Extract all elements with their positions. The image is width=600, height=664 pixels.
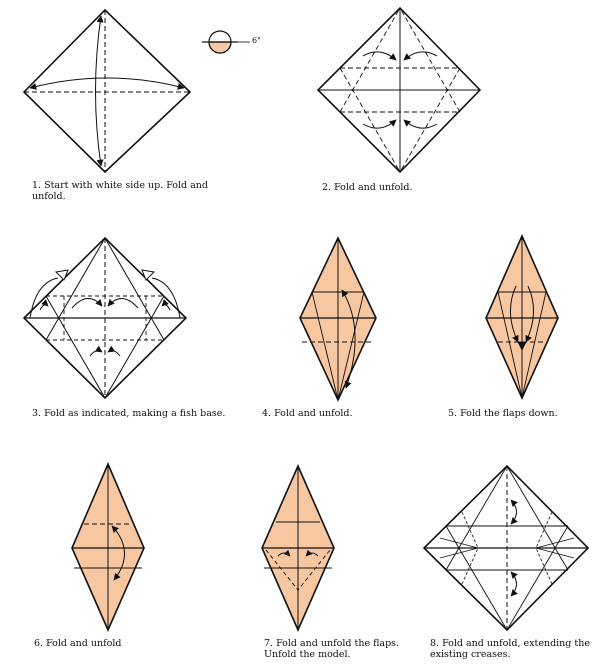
step-7-caption: 7. Fold and unfold the flaps. Unfold the model. (264, 638, 400, 660)
step-1-caption: 1. Start with white side up. Fold and unfold. (32, 180, 208, 202)
step-3-diagram (24, 238, 186, 398)
step-5-diagram (486, 236, 558, 398)
step-2-diagram (318, 8, 480, 172)
step-6-caption: 6. Fold and unfold (34, 638, 122, 649)
step-5-caption: 5. Fold the flaps down. (448, 408, 558, 419)
step-3-caption: 3. Fold as indicated, making a fish base. (32, 408, 226, 419)
paper-size-label: 6" (252, 36, 261, 45)
step-1-diagram (24, 10, 190, 172)
step-2-caption: 2. Fold and unfold. (322, 182, 413, 193)
step-8-caption: 8. Fold and unfold, extending the existing creases. (430, 638, 590, 660)
step-7-diagram (262, 466, 334, 630)
paper-indicator-icon (202, 31, 250, 53)
step-4-caption: 4. Fold and unfold. (262, 408, 353, 419)
step-6-diagram (72, 464, 144, 630)
step-4-diagram (300, 238, 376, 400)
step-8-diagram (424, 466, 588, 630)
